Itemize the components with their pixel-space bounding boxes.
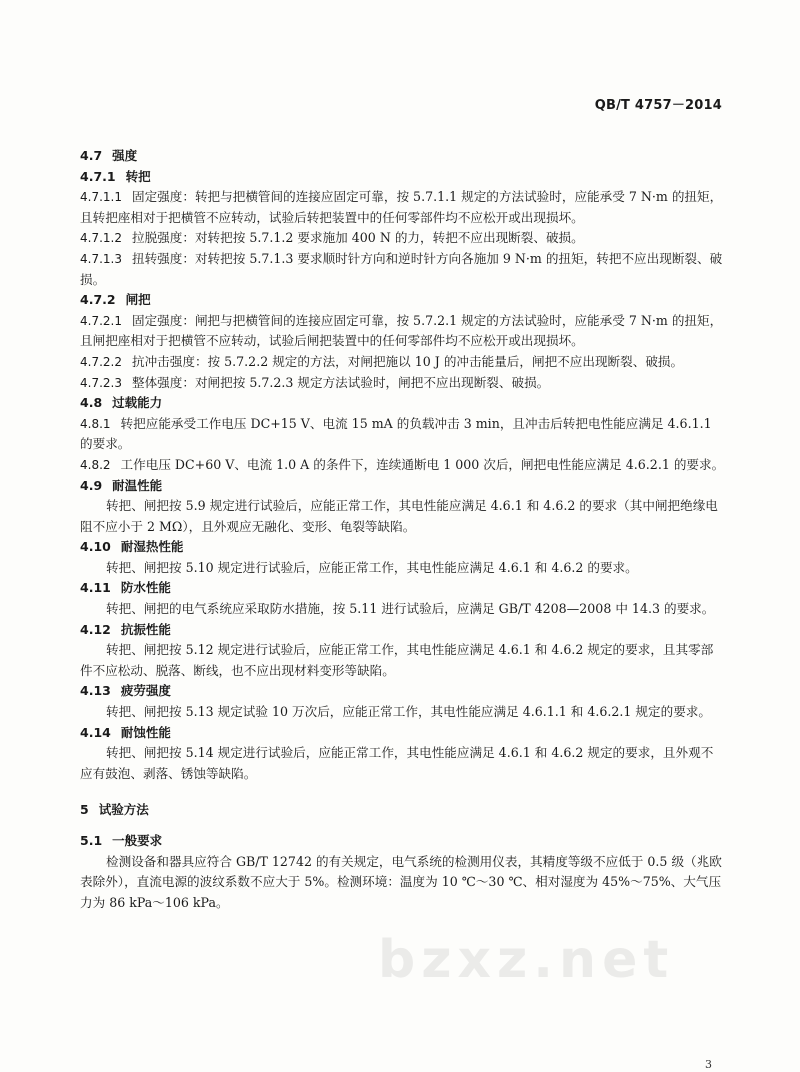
clause-number: 4.13 [80, 683, 111, 699]
paragraph [80, 496, 725, 537]
clause-number: 4.7.1.2 [80, 231, 122, 246]
clause-number: 4.7.1.3 [80, 251, 122, 266]
paragraph [80, 455, 725, 476]
paragraph [80, 702, 725, 723]
clause-number: 4.8.2 [80, 457, 111, 472]
paragraph-text: 检测设备和器具应符合 GB/T 12742 的有关规定，电气系统的检测用仪表，其精度等级不应低于 0.5 级（兆欧表除外），直流电源的波纹系数不应大于 5%。检测环境：温度为 10 ℃～30 ℃、相对湿度为 45%～75%、大气压力为 86 kPa～106 kPa。 [80, 853, 722, 910]
section-heading [80, 681, 725, 702]
paragraph [80, 599, 725, 620]
paragraph [80, 352, 725, 373]
heading-text: 转把 [125, 168, 151, 184]
clause-number: 5 [80, 802, 89, 818]
heading-text: 一般要求 [112, 833, 163, 848]
section-heading [80, 800, 725, 821]
section-heading [80, 290, 725, 311]
paragraph-text: 扭转强度：对转把按 5.7.1.3 要求顺时针方向和逆时针方向各施加 9 N·m 的扭矩，转把不应出现断裂、破损。 [80, 250, 723, 287]
clause-number: 4.7.2.3 [80, 375, 122, 390]
paragraph-text: 固定强度：闸把与把横管间的连接应固定可靠，按 5.7.2.1 规定的方法试验时，应能承受 7 N·m 的扭矩，且闸把座相对于把横管不应转动，试验后闸把装置中的任何零部件均不应松开或出现损坏。 [80, 312, 723, 349]
section-heading [80, 578, 725, 599]
paragraph [80, 249, 725, 290]
paragraph [80, 187, 725, 228]
paragraph-text: 转把、闸把按 5.9 规定进行试验后，应能正常工作，其电性能应满足 4.6.1 和 4.6.2 的要求（其中闸把绝缘电阻不应小于 2 MΩ），且外观应无融化、变形、龟裂等缺陷。 [80, 498, 718, 534]
section-heading [80, 167, 725, 188]
paragraph-text: 工作电压 DC+60 V、电流 1.0 A 的条件下，连续通断电 1 000 次后，闸把电性能应满足 4.6.2.1 的要求。 [120, 456, 725, 472]
section-heading [80, 723, 725, 744]
paragraph-text: 转把应能承受工作电压 DC+15 V、电流 15 mA 的负载冲击 3 min，且冲击后转把电性能应满足 4.6.1.1 的要求。 [80, 415, 712, 452]
paragraph-text: 转把、闸把的电气系统应采取防水措施，按 5.11 进行试验后，应满足 GB/T 4208—2008 中 14.3 的要求。 [106, 601, 715, 617]
paragraph-text: 转把、闸把按 5.14 规定进行试验后，应能正常工作，其电性能应满足 4.6.1 和 4.6.2 规定的要求，且外观不应有鼓泡、剥落、锈蚀等缺陷。 [80, 745, 714, 781]
heading-text: 过载能力 [112, 395, 163, 411]
paragraph [80, 743, 725, 784]
clause-number: 4.7.2.2 [80, 354, 122, 369]
paragraph-text: 抗冲击强度：按 5.7.2.2 规定的方法，对闸把施以 10 J 的冲击能量后，闸把不应出现断裂、破损。 [131, 353, 684, 369]
clause-number: 5.1 [80, 833, 103, 848]
heading-text: 抗振性能 [120, 621, 171, 637]
clause-number: 4.10 [80, 539, 111, 555]
paragraph [80, 311, 725, 352]
paragraph-text: 转把、闸把按 5.10 规定进行试验后，应能正常工作，其电性能应满足 4.6.1 和 4.6.2 的要求。 [106, 559, 638, 575]
heading-text: 防水性能 [120, 580, 171, 596]
section-heading [80, 476, 725, 497]
clause-number: 4.8.1 [80, 416, 111, 431]
clause-number: 4.7.1.1 [80, 190, 122, 205]
clause-number: 4.7.2.1 [80, 313, 122, 328]
paragraph [80, 558, 725, 579]
paragraph [80, 228, 725, 249]
paragraph-text: 固定强度：转把与把横管间的连接应固定可靠，按 5.7.1.1 规定的方法试验时，应能承受 7 N·m 的扭矩，且转把座相对于把横管不应转动，试验后转把装置中的任何零部件均不应松开或出现损坏。 [80, 189, 723, 225]
clause-number: 4.7.2 [80, 292, 116, 308]
heading-text: 强度 [112, 148, 138, 163]
section-heading [80, 393, 725, 414]
clause-number: 4.7 [80, 148, 103, 163]
heading-text: 耐湿热性能 [120, 539, 184, 555]
heading-text: 闸把 [125, 292, 151, 308]
paragraph-text: 拉脱强度：对转把按 5.7.1.2 要求施加 400 N 的力，转把不应出现断裂、破损。 [131, 230, 584, 246]
heading-text: 试验方法 [98, 802, 149, 818]
section-heading [80, 831, 725, 852]
paragraph-text: 转把、闸把按 5.12 规定进行试验后，应能正常工作，其电性能应满足 4.6.1 和 4.6.2 规定的要求，且其零部件不应松动、脱落、断线，也不应出现材料变形等缺陷。 [80, 642, 714, 678]
paragraph [80, 414, 725, 455]
paragraph [80, 373, 725, 394]
paragraph-text: 整体强度：对闸把按 5.7.2.3 规定方法试验时，闸把不应出现断裂、破损。 [131, 374, 550, 390]
section-heading [80, 537, 725, 558]
clause-number: 4.8 [80, 395, 103, 411]
standard-number: QB/T 4757－2014 [594, 98, 722, 113]
clause-number: 4.11 [80, 580, 111, 596]
heading-text: 疲劳强度 [120, 683, 171, 699]
clause-number: 4.12 [80, 621, 111, 637]
section-heading [80, 146, 725, 167]
section-heading [80, 620, 725, 641]
clause-number: 4.9 [80, 477, 103, 493]
page-number: 3 [705, 1058, 712, 1071]
paragraph [80, 852, 725, 914]
watermark: bzxz.net [378, 930, 675, 990]
clause-number: 4.14 [80, 724, 111, 740]
heading-text: 耐蚀性能 [120, 724, 171, 740]
paragraph [80, 640, 725, 681]
clause-number: 4.7.1 [80, 168, 116, 184]
paragraph-text: 转把、闸把按 5.13 规定试验 10 万次后，应能正常工作，其电性能应满足 4.6.1.1 和 4.6.2.1 规定的要求。 [106, 704, 711, 720]
document-body [80, 146, 725, 913]
heading-text: 耐温性能 [112, 477, 163, 493]
